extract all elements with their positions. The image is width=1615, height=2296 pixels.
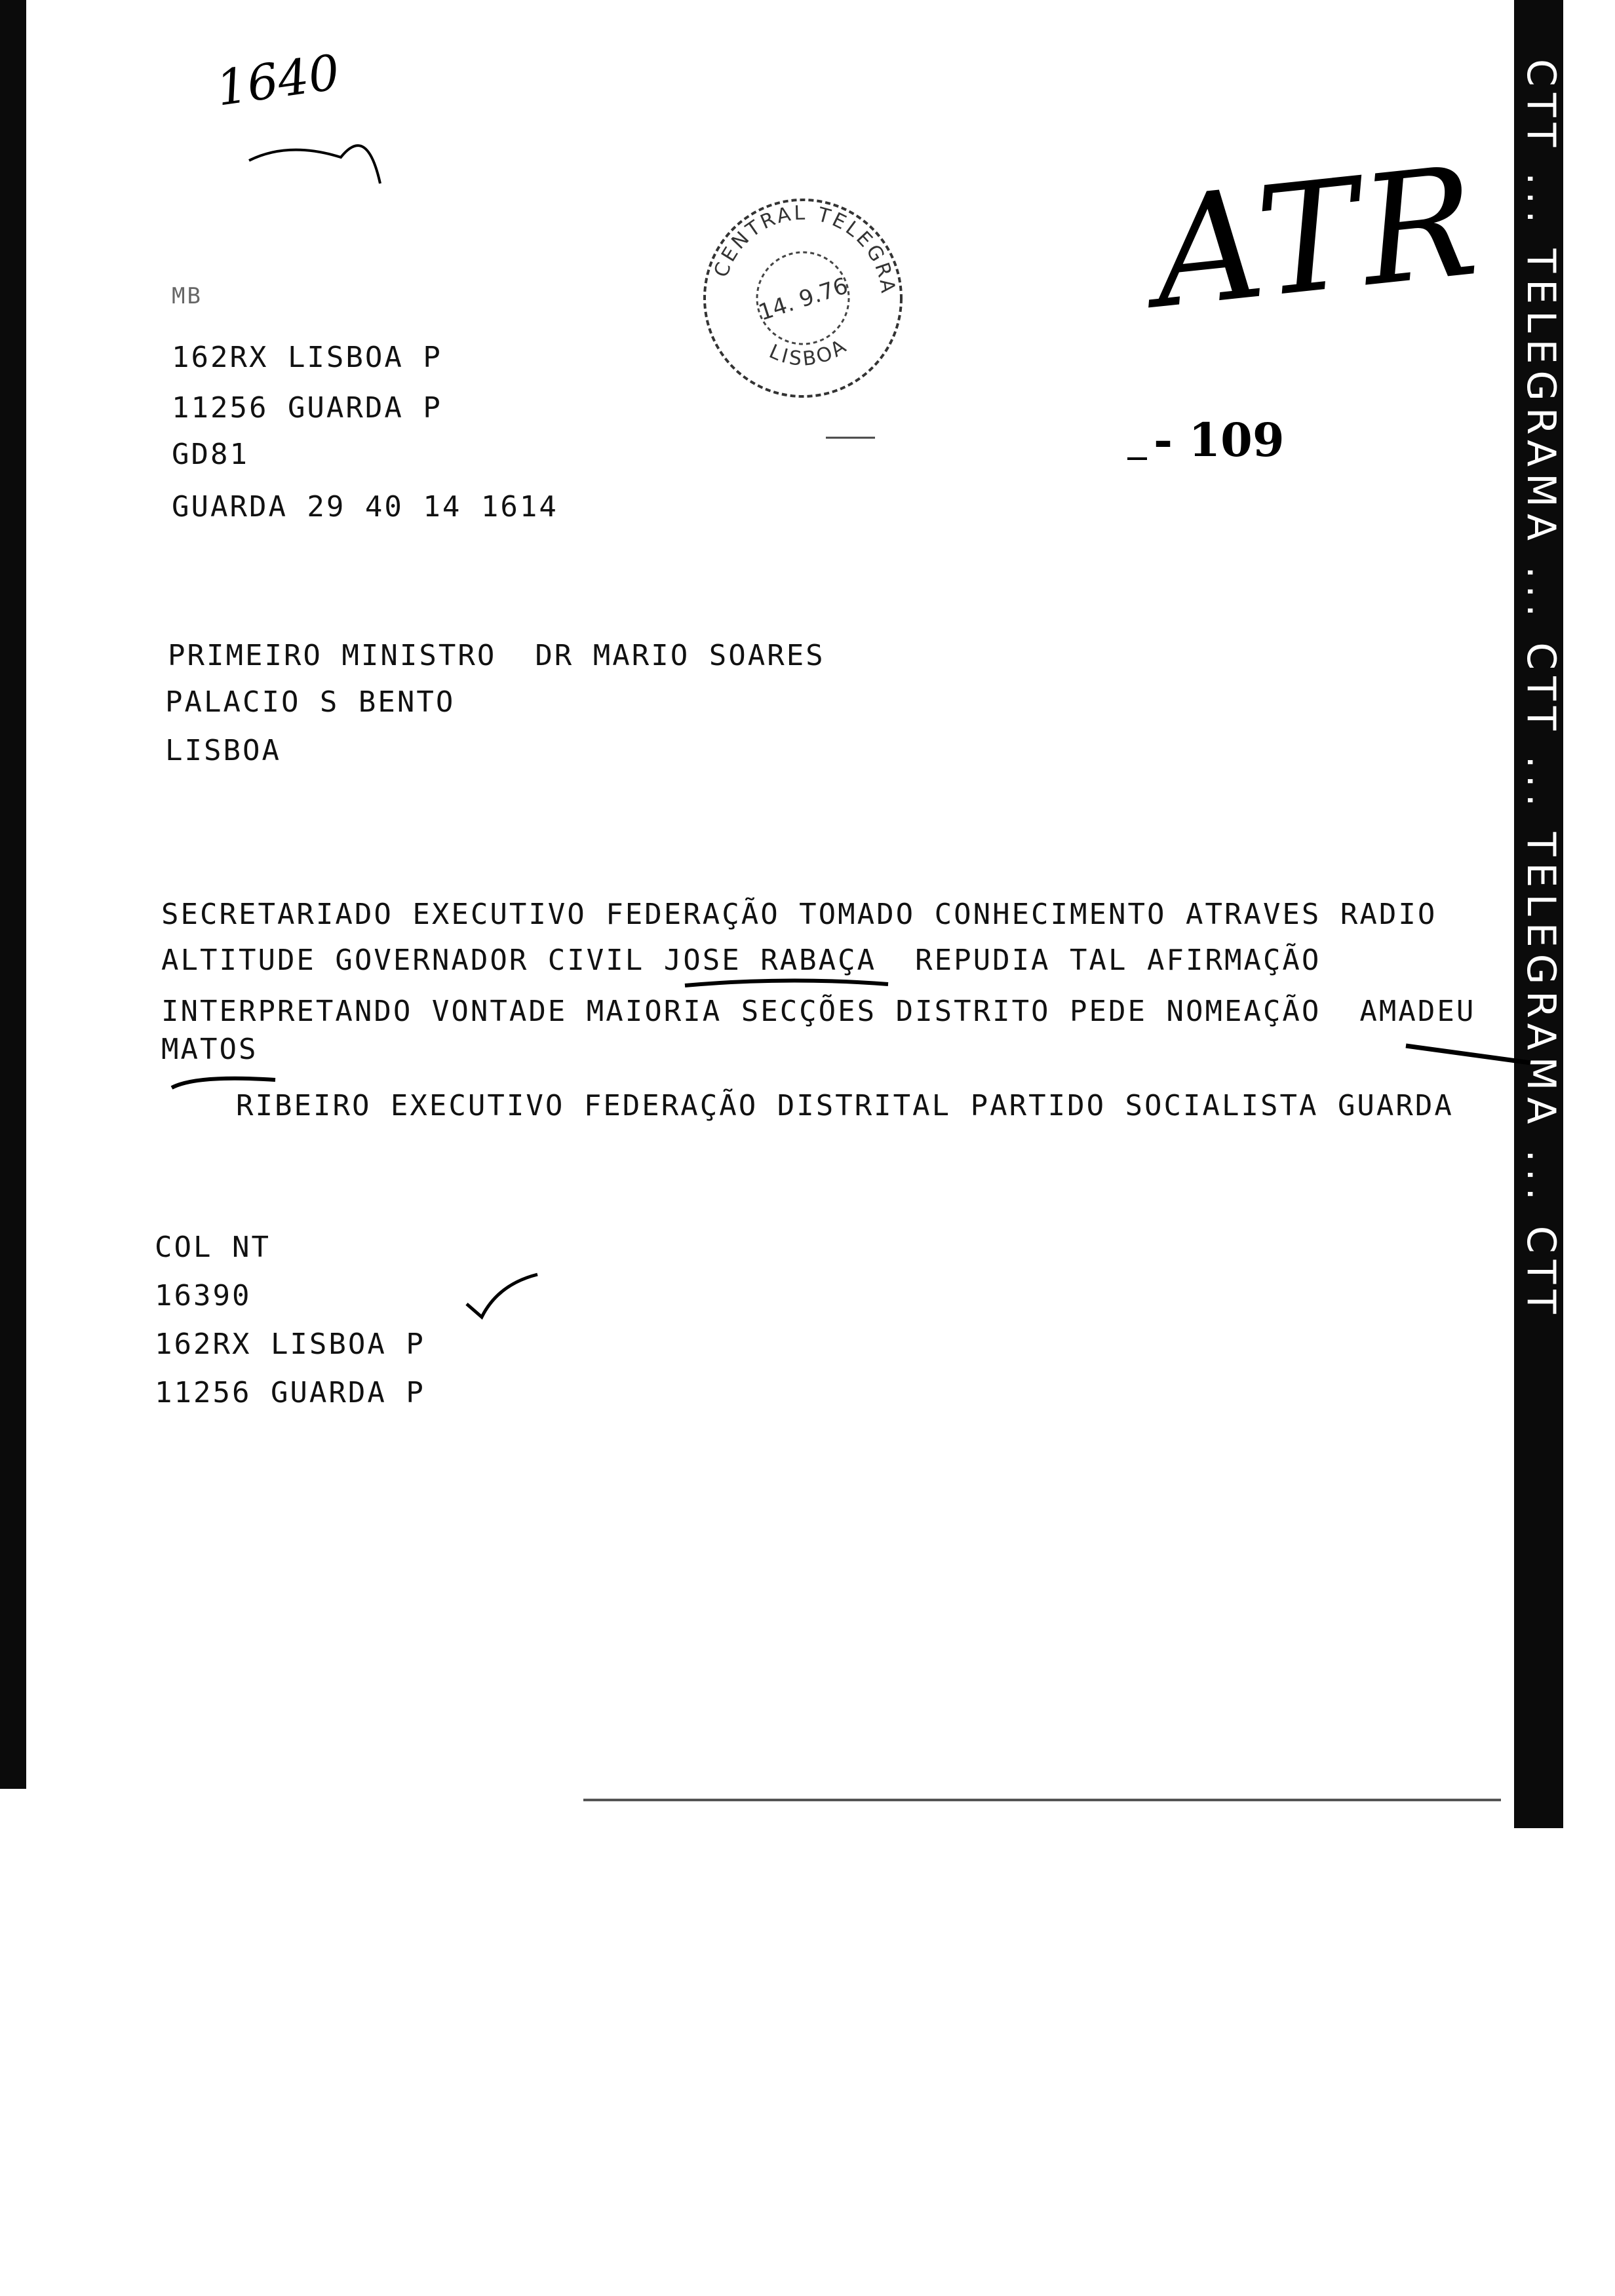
handwritten-number: 1640 — [212, 44, 343, 117]
header-line-3: GD81 — [172, 438, 249, 471]
stamp-ring-text: CENTRAL TELEGRA — [709, 201, 900, 297]
underline-jose-rabaca — [685, 980, 888, 985]
bottom-divider — [583, 1799, 1501, 1801]
handwritten-initials: ATR — [1145, 134, 1489, 343]
footer-line-3: 162RX LISBOA P — [155, 1328, 425, 1361]
right-strip-text: CTT ... TELEGRAMA ... CTT ... TELEGRAMA ... CTT — [1518, 59, 1564, 1320]
footer-line-4: 11256 GUARDA P — [155, 1376, 425, 1409]
footer-line-2: 16390 — [155, 1279, 252, 1312]
address-line-1: PRIMEIRO MINISTRO DR MARIO SOARES — [168, 639, 825, 672]
handwritten-line — [249, 145, 380, 183]
body-line-2: ALTITUDE GOVERNADOR CIVIL JOSE RABAÇA REPUDIA TAL AFIRMAÇÃO — [161, 944, 1321, 977]
body-line-4: MATOS — [161, 1033, 258, 1066]
address-line-2: PALACIO S BENTO — [165, 685, 456, 719]
header-line-2: 11256 GUARDA P — [172, 391, 442, 425]
check-mark-icon — [467, 1274, 537, 1317]
stamp-date: 14. 9.76 — [755, 273, 851, 326]
underline-amadeu — [1406, 1046, 1530, 1063]
address-line-3: LISBOA — [165, 734, 281, 767]
header-line-4: GUARDA 29 40 14 1614 — [172, 490, 558, 524]
footer-line-1: COL NT — [155, 1231, 271, 1264]
body-line-5: RIBEIRO EXECUTIVO FEDERAÇÃO DISTRITAL PARTIDO SOCIALISTA GUARDA — [236, 1089, 1454, 1122]
stamp-city: LISBOA — [766, 334, 853, 371]
header-code: MB — [172, 283, 203, 309]
body-line-3: INTERPRETANDO VONTADE MAIORIA SECÇÕES DISTRITO PEDE NOMEAÇÃO AMADEU — [161, 995, 1476, 1028]
handwritten-reference: - 109 — [1154, 413, 1285, 467]
body-line-1: SECRETARIADO EXECUTIVO FEDERAÇÃO TOMADO CONHECIMENTO ATRAVES RADIO — [161, 898, 1437, 931]
check-mark-ribeiro — [172, 1079, 275, 1088]
header-line-1: 162RX LISBOA P — [172, 341, 442, 374]
left-strip-text: RAMA ... CTT ... TELEGRAMA ... CTT ... TELEGRAMA — [24, 476, 69, 1782]
